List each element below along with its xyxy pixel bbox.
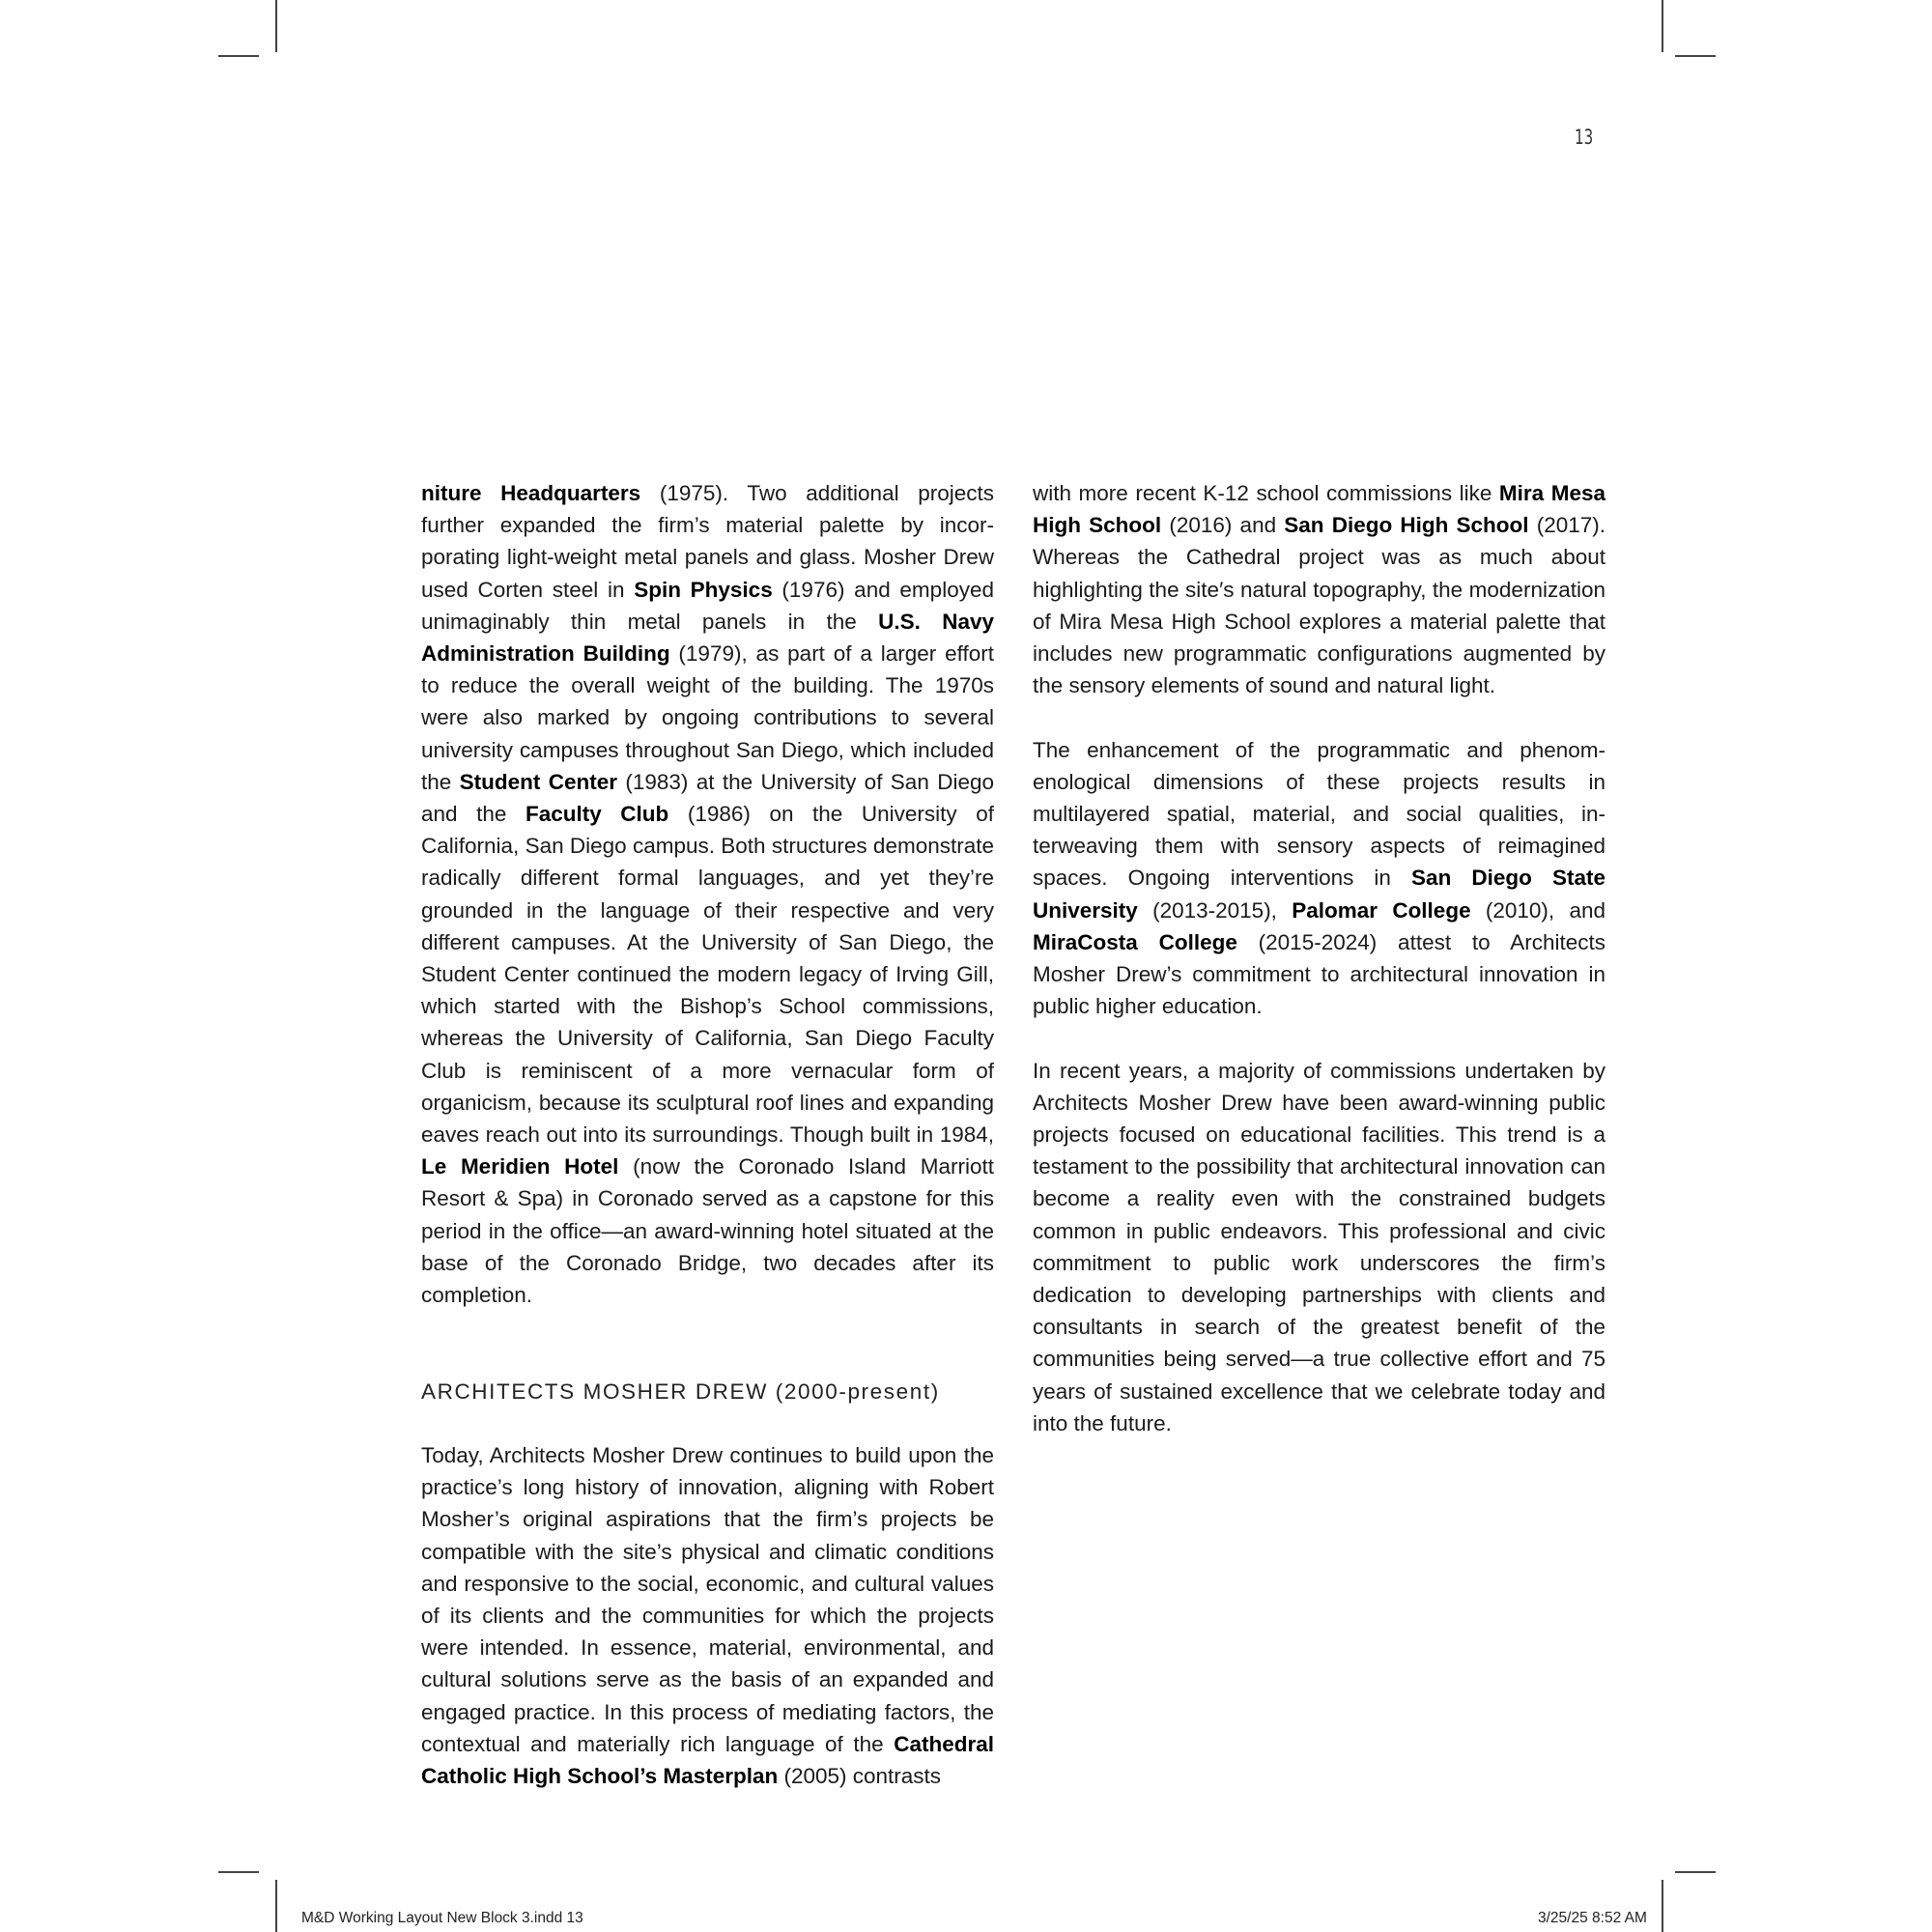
body-paragraph <box>1033 477 1605 701</box>
body-paragraph <box>421 1439 994 1792</box>
text-run: (1983) at the University of San Diego and the <box>421 769 994 827</box>
crop-mark-top-left-horizontal <box>218 55 259 57</box>
text-run: In recent years, a majority of commissions undertaken by Architects Mosher Drew have been award-winning public projects focused on educational facilities. This trend is a testament to the possibility that architectural innovation can become a reality even with the constrained budgets common in public endeavors. This professional and civic commitment to public work underscores the firm’s dedication to developing partnerships with clients and consultants in search of the greatest benefit of the communities being served—a true collective effort and 75 years of sustained excellence that we celebrate today and into the future. <box>1033 1058 1605 1435</box>
text-run: (2005) contrasts <box>778 1764 942 1789</box>
bold-project-name: MiraCosta College <box>1033 929 1237 954</box>
left-text-column <box>421 477 994 1792</box>
text-run: (2017). Whereas the Cathedral project was as much about highlighting the site′s natural topography, the modernization of Mira Mesa High School explores a material palette that includes new programmatic configurations augmented by the sensory elements of sound and natural light. <box>1033 513 1605 698</box>
text-run: (2013-2015), <box>1137 897 1293 923</box>
crop-mark-bottom-right-horizontal <box>1675 1871 1716 1873</box>
text-run: (now the Coronado Island Marriott Resort & Spa) in Coronado served as a capstone for this period in the office—an award-winning hotel situated at the base of the Coronado Bridge, two decades after its completion. <box>421 1154 995 1308</box>
text-run: (1976) and employed unimaginably thin metal panels in the <box>421 577 994 634</box>
slug-timestamp: 3/25/25 8:52 AM <box>1538 1910 1647 1926</box>
bold-project-name: Le Meridien Hotel <box>421 1154 619 1179</box>
text-run: (1986) on the University of California, San Diego campus. Both structures demonstrate radically different formal languages, and yet they’re grounded in the language of their respective and very different campuses. At the University of San Diego, the Student Center continued the modern legacy of Irving Gill, which started with the Bishop’s School commissions, whereas the University of California, San Diego Faculty Club is reminiscent of a more vernacular form of organicism, because its sculptural roof lines and expanding eaves reach out into its surroundings. Though built in 1984, <box>421 802 994 1148</box>
text-run: (1975). Two additional projects further expanded the firm’s material palette by incorporating light-weight metal panels and glass. Mosher Drew used Corten steel in <box>421 481 995 602</box>
body-paragraph <box>421 477 994 1311</box>
body-paragraph <box>1033 734 1605 1023</box>
bold-project-name: niture Headquarters <box>421 481 641 505</box>
text-run: The enhancement of the programmatic and phenomenological dimensions of these projects results in multilayered spatial, material, and social qualities, interweaving them with sensory aspects of reimagined spaces. Ongoing interventions in <box>1033 737 1605 891</box>
text-run: (1979), as part of a larger effort to reduce the overall weight of the building. The 1970s were also marked by ongoing contributions to several university campuses throughout San Diego, which included the <box>421 641 994 794</box>
crop-mark-top-left-vertical <box>275 0 277 52</box>
text-run: Today, Architects Mosher Drew continues to build upon the practice’s long history of innovation, aligning with Robert Mosher’s original aspirations that the firm’s projects be compatible with the site’s physical and climatic conditions and responsive to the social, economic, and cultural values of its clients and the communities for which the projects were intended. In essence, material, environmental, and cultural solutions serve as the basis of an expanded and engaged practice. In this process of mediating factors, the contextual and materially rich language of the <box>421 1443 994 1756</box>
section-heading: ARCHITECTS MOSHER DREW (2000-present) <box>421 1378 940 1404</box>
bold-project-name: Cathedral Catholic High School’s Masterplan <box>421 1731 994 1789</box>
bold-project-name: Palomar College <box>1292 897 1471 923</box>
page-number: 13 <box>1575 126 1594 149</box>
body-paragraph <box>1033 1055 1605 1439</box>
text-run: (2010), and <box>1470 897 1606 923</box>
crop-mark-bottom-left-horizontal <box>218 1871 259 1873</box>
slug-filename: M&D Working Layout New Block 3.indd 13 <box>301 1910 583 1926</box>
crop-mark-top-right-horizontal <box>1675 55 1716 57</box>
bold-project-name: San Diego State University <box>1033 866 1606 923</box>
text-run: (2015-2024) attest to Architects Mosher Drew’s commitment to architectural innovation in public higher education. <box>1033 929 1605 1019</box>
bold-project-name: Faculty Club <box>525 802 669 827</box>
bold-project-name: Mira Mesa High School <box>1033 481 1605 538</box>
text-run: (2016) and <box>1161 513 1285 538</box>
bold-project-name: U.S. Navy Administration Building <box>421 609 994 667</box>
crop-mark-top-right-vertical <box>1662 0 1663 52</box>
right-text-column <box>1033 477 1605 1439</box>
crop-mark-bottom-left-vertical <box>275 1880 277 1932</box>
bold-project-name: San Diego High School <box>1284 513 1529 538</box>
text-run: with more recent K-12 school commissions like <box>1033 481 1499 505</box>
bold-project-name: Student Center <box>459 769 618 794</box>
bold-project-name: Spin Physics <box>634 577 773 602</box>
crop-mark-bottom-right-vertical <box>1662 1880 1663 1932</box>
